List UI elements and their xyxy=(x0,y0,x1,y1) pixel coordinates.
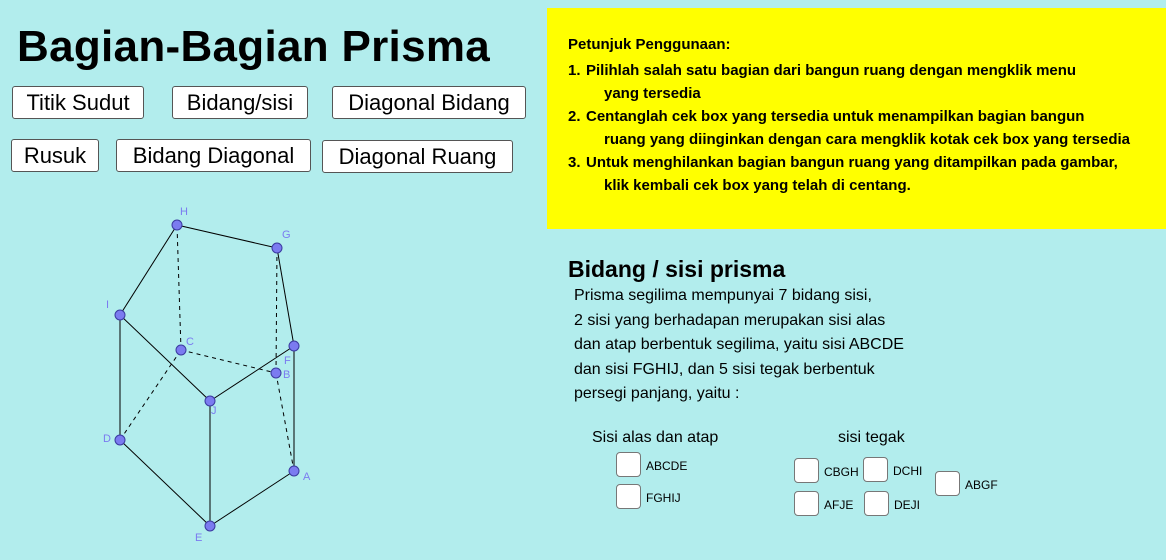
label-h: H xyxy=(180,206,188,218)
vertex-h xyxy=(172,220,182,230)
menu-bidang-sisi-button[interactable]: Bidang/sisi xyxy=(172,86,308,119)
label-a: A xyxy=(303,471,311,483)
vertex-c xyxy=(176,345,186,355)
visible-edges xyxy=(120,225,294,526)
checkbox-abcde-label: ABCDE xyxy=(646,459,688,473)
label-i: I xyxy=(106,299,110,311)
checkbox-fghij-label: FGHIJ xyxy=(646,491,681,505)
alas-atap-group-label: Sisi alas dan atap xyxy=(592,429,719,446)
checkbox-abgf[interactable] xyxy=(935,471,960,496)
edge-de xyxy=(120,440,210,526)
vertices xyxy=(115,220,299,531)
edge-ji xyxy=(120,315,210,401)
vertex-a xyxy=(289,466,299,476)
edge-dc xyxy=(120,350,181,440)
hidden-edges xyxy=(120,225,294,471)
prism-figure xyxy=(0,195,340,555)
label-f: F xyxy=(284,355,291,367)
edge-ea xyxy=(210,471,294,526)
label-b: B xyxy=(283,369,291,381)
page-title: Bagian-Bagian Prisma xyxy=(17,22,491,71)
instruction-step: 2. Centanglah cek box yang tersedia untuk menampilkan bagian bangun ruang yang diinginkan dengan cara mengklik kotak cek box yang tersedia xyxy=(568,108,1130,148)
menu-bidang-diagonal-button[interactable]: Bidang Diagonal xyxy=(116,139,311,172)
checkbox-cbgh[interactable] xyxy=(794,458,819,483)
instruction-step: 1. Pilihlah salah satu bagian dari bangun ruang dengan mengklik menu yang tersedia xyxy=(568,62,1077,102)
label-g: G xyxy=(282,229,291,241)
vertex-d xyxy=(115,435,125,445)
section-title: Bidang / sisi prisma xyxy=(568,256,786,282)
edge-hg xyxy=(177,225,277,248)
vertex-b xyxy=(271,368,281,378)
checkbox-afje-label: AFJE xyxy=(824,498,854,512)
edge-bg xyxy=(276,248,277,373)
checkbox-cbgh-label: CBGH xyxy=(824,465,859,479)
label-e: E xyxy=(195,532,203,544)
edge-ch xyxy=(177,225,181,350)
checkbox-dchi[interactable] xyxy=(863,457,888,482)
vertex-i xyxy=(115,310,125,320)
menu-rusuk-button[interactable]: Rusuk xyxy=(11,139,99,172)
instruction-step: 3. Untuk menghilankan bagian bangun ruang yang ditampilkan pada gambar, klik kembali cek box yang telah di centang. xyxy=(568,154,1118,194)
instructions-panel xyxy=(547,8,1166,229)
checkbox-fghij[interactable] xyxy=(616,484,641,509)
edge-gf xyxy=(277,248,294,346)
menu-diagonal-ruang-button[interactable]: Diagonal Ruang xyxy=(322,140,513,173)
label-c: C xyxy=(186,336,194,348)
menu-diagonal-bidang-button[interactable]: Diagonal Bidang xyxy=(332,86,526,119)
instructions-heading: Petunjuk Penggunaan: xyxy=(568,36,731,53)
checkbox-dchi-label: DCHI xyxy=(893,464,923,478)
checkbox-deji-label: DEJI xyxy=(894,498,921,512)
edge-ba xyxy=(276,373,294,471)
section-description: Prisma segilima mempunyai 7 bidang sisi, 2 sisi yang berhadapan merupakan sisi alas dan atap berbentuk segilima, yaitu sisi ABCDE dan sisi FGHIJ, dan 5 sisi tegak berbentuk persegi panjang, yaitu : xyxy=(574,287,904,402)
checkbox-abgf-label: ABGF xyxy=(965,478,998,492)
checkbox-deji[interactable] xyxy=(864,491,889,516)
label-j: J xyxy=(211,405,217,417)
edge-ih xyxy=(120,225,177,315)
vertex-e xyxy=(205,521,215,531)
tegak-group-label: sisi tegak xyxy=(838,429,905,446)
menu-titik-sudut-button[interactable]: Titik Sudut xyxy=(12,86,144,119)
checkbox-afje[interactable] xyxy=(794,491,819,516)
vertex-g xyxy=(272,243,282,253)
checkbox-abcde[interactable] xyxy=(616,452,641,477)
label-d: D xyxy=(103,433,111,445)
edge-cb xyxy=(181,350,276,373)
vertex-f xyxy=(289,341,299,351)
